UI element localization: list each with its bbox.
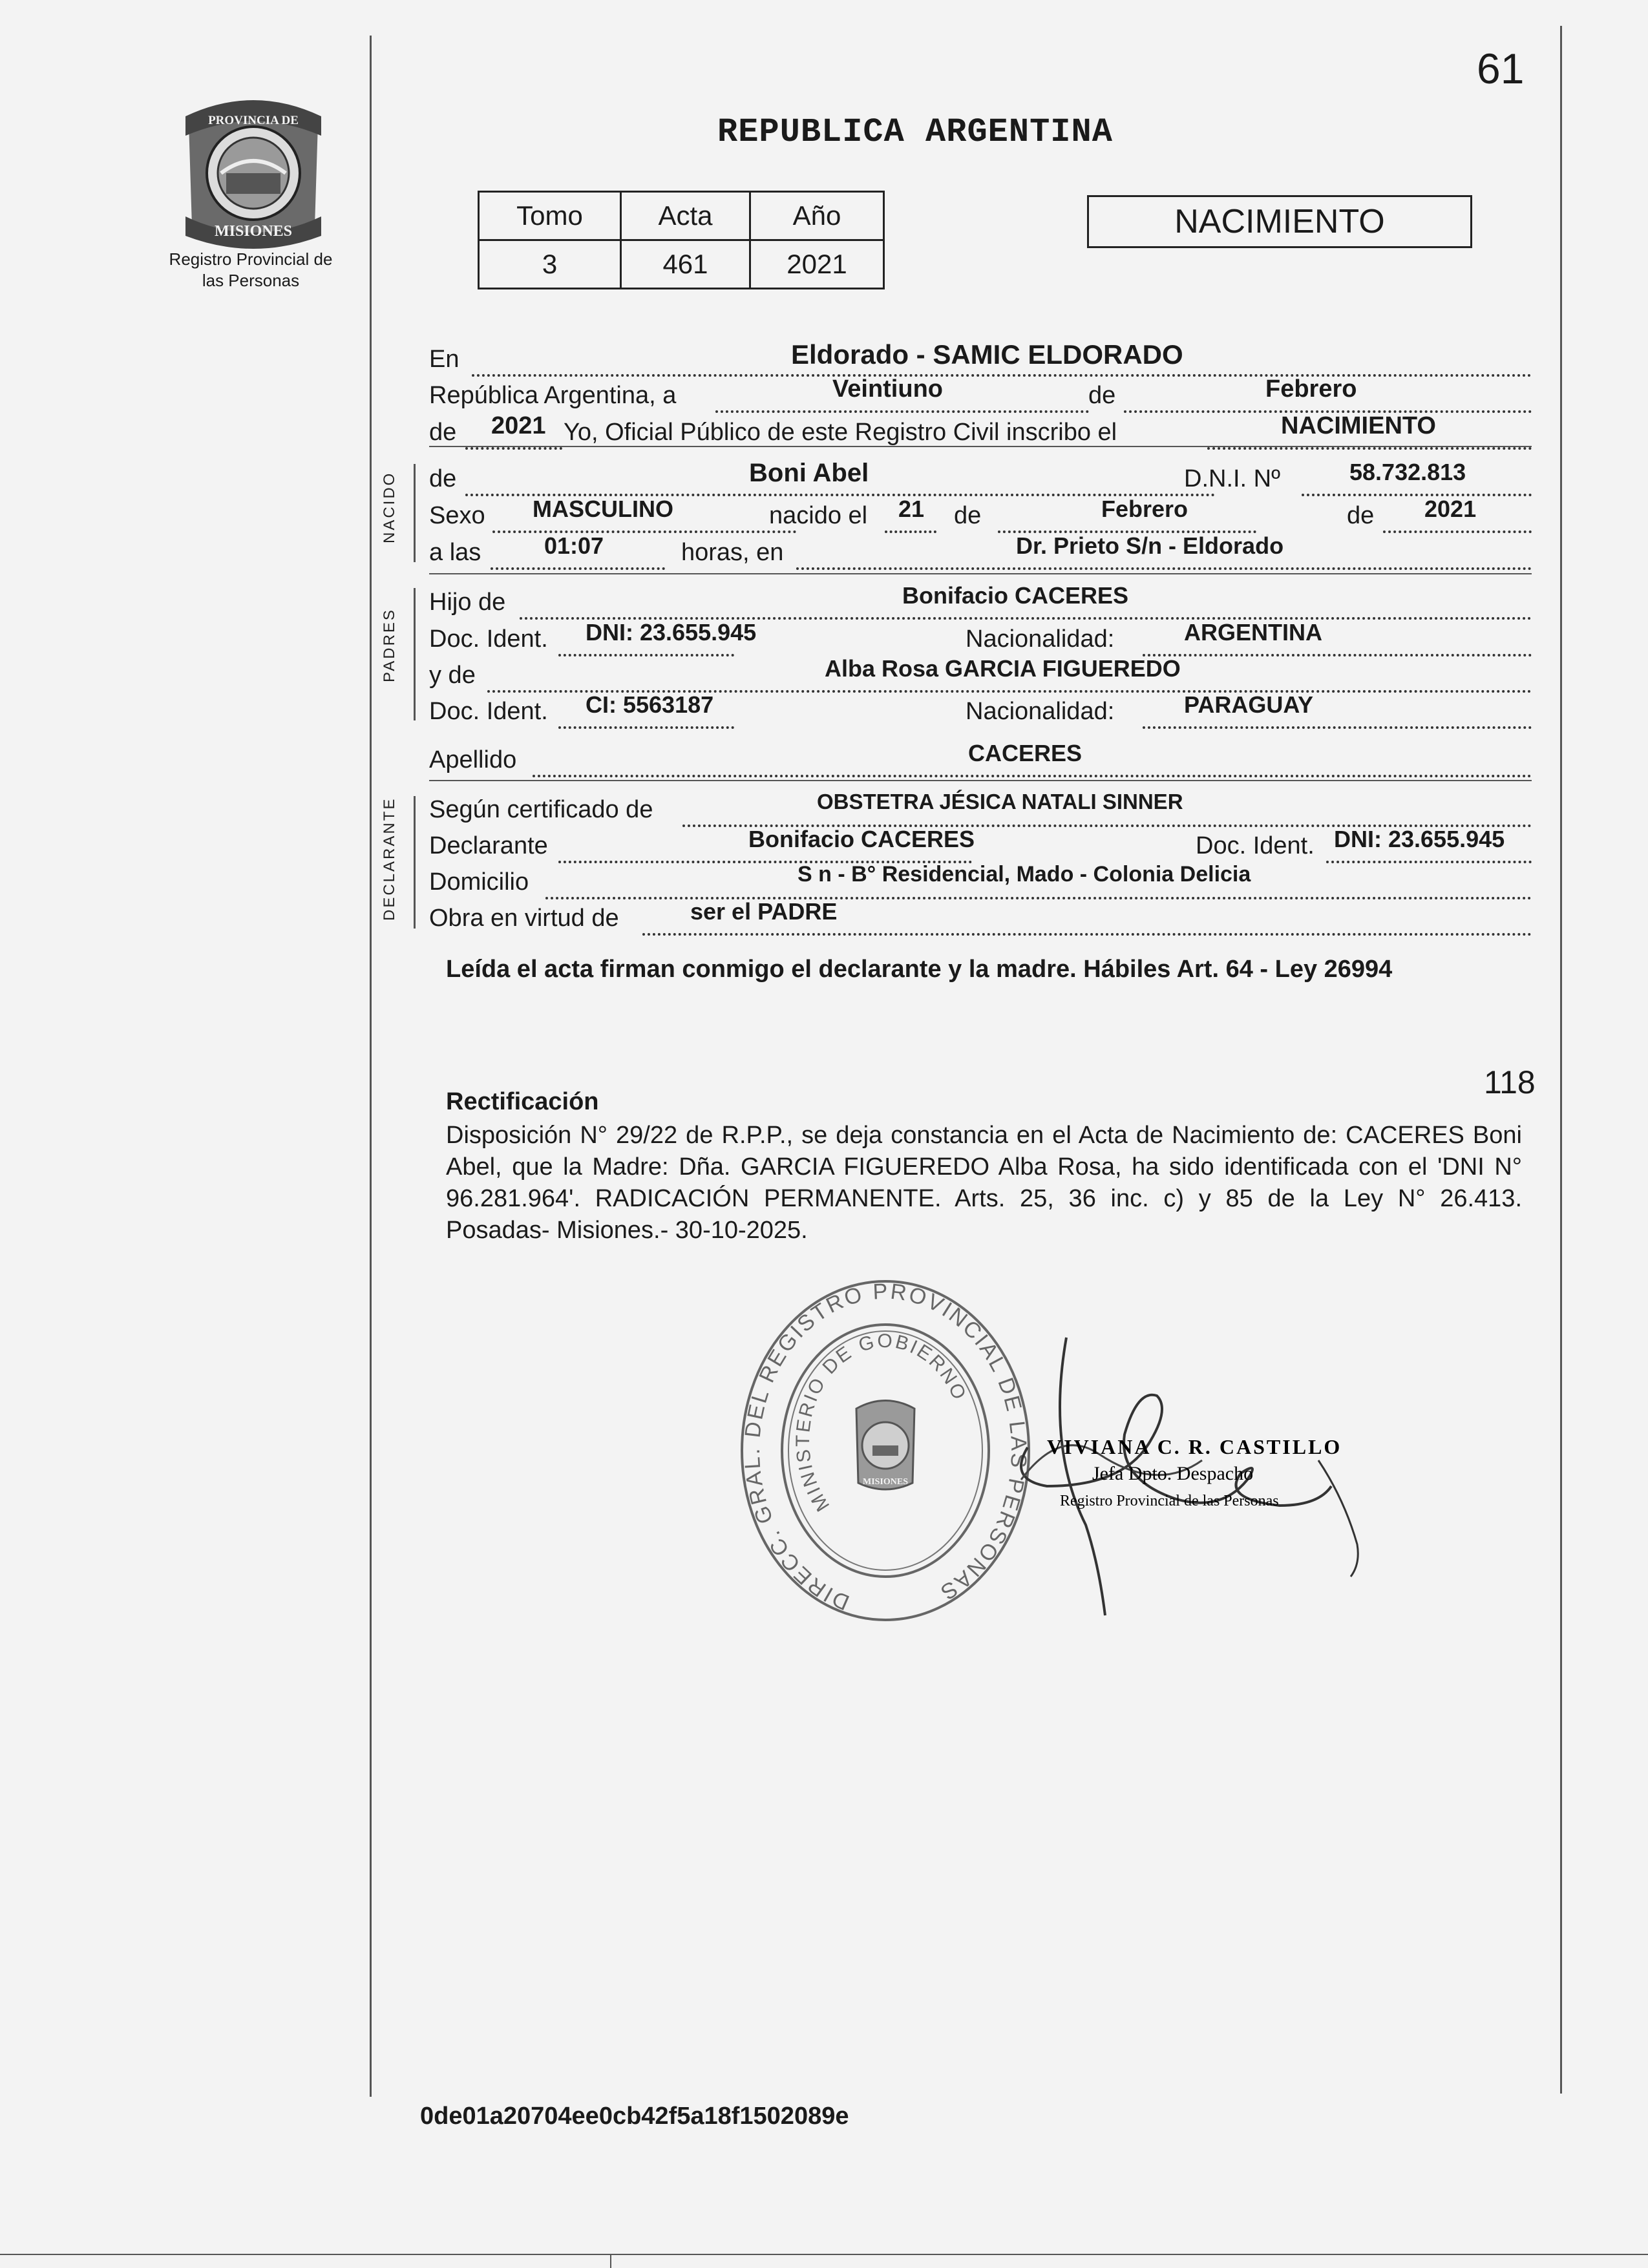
label-de-year: de <box>429 419 457 446</box>
signature-role: Jefa Dpto. Despacho <box>1092 1463 1254 1484</box>
document-hash: 0de01a20704ee0cb42f5a18f1502089e <box>420 2103 849 2130</box>
margin-number: 118 <box>1484 1064 1536 1100</box>
label-doc-ident-declarant: Doc. Ident. <box>1196 832 1315 859</box>
intro-separator <box>429 446 1532 447</box>
bottom-tick <box>610 2255 611 2268</box>
value-father-doc: DNI: 23.655.945 <box>586 619 757 646</box>
value-address: S n - B° Residencial, Mado - Colonia Delicia <box>798 862 1251 887</box>
label-y-de: y de <box>429 662 476 689</box>
label-en: En <box>429 346 460 373</box>
row-nacido-time <box>429 532 1532 571</box>
left-margin-line <box>370 36 372 2097</box>
apellido-separator <box>429 780 1532 781</box>
table-header-tomo: Tomo <box>479 192 621 240</box>
row-certificado <box>429 790 1532 828</box>
table-value-tomo: 3 <box>479 240 621 289</box>
label-apellido: Apellido <box>429 746 517 773</box>
stamp-outer-text: DIRECC. GRAL. DEL REGISTRO PROVINCIAL DE LAS PERSONAS <box>739 1279 1031 1615</box>
label-de-year-2: de <box>1347 502 1375 529</box>
province-emblem-icon <box>176 97 331 249</box>
record-table <box>478 191 885 289</box>
stamp-emblem-text: MISIONES <box>862 1477 909 1487</box>
value-apellido: CACERES <box>968 740 1083 766</box>
country-title: REPUBLICA ARGENTINA <box>717 113 1113 151</box>
value-certificate: OBSTETRA JÉSICA NATALI SINNER <box>817 790 1183 814</box>
closing-statement: Leída el acta firman conmigo el declarante y la madre. Hábiles Art. 64 - Ley 26994 <box>446 956 1393 983</box>
table-header-ano: Año <box>750 192 884 240</box>
label-nacionalidad-mother: Nacionalidad: <box>966 698 1115 725</box>
value-birth-month: Febrero <box>1101 496 1188 522</box>
value-month: Febrero <box>1265 375 1357 403</box>
value-sex: MASCULINO <box>533 496 673 522</box>
label-domicilio: Domicilio <box>429 868 529 896</box>
label-certificado: Según certificado de <box>429 796 653 823</box>
emblem-top-text: PROVINCIA DE <box>208 114 299 127</box>
right-margin-line <box>1560 26 1562 2094</box>
label-nacido-el: nacido el <box>769 502 868 529</box>
section-label-declarante: DECLARANTE <box>381 797 398 921</box>
row-father <box>429 582 1532 621</box>
row-domicilio <box>429 862 1532 901</box>
value-child-name: Boni Abel <box>749 459 869 487</box>
registry-name: Registro Provincial de las Personas <box>169 249 333 290</box>
label-de: de <box>1088 382 1116 409</box>
value-place: Eldorado - SAMIC ELDORADO <box>791 339 1183 370</box>
label-declarante: Declarante <box>429 832 548 859</box>
label-obra: Obra en virtud de <box>429 905 619 932</box>
official-text: Yo, Oficial Público de este Registro Civil inscribo el <box>564 419 1117 446</box>
row-place <box>429 339 1532 378</box>
value-mother-nationality: PARAGUAY <box>1184 691 1314 718</box>
section-label-nacido: NACIDO <box>381 471 398 543</box>
nacido-separator <box>429 573 1532 574</box>
value-child-dni: 58.732.813 <box>1349 459 1466 485</box>
stamp-emblem-icon <box>856 1401 914 1490</box>
value-declarant-doc: DNI: 23.655.945 <box>1334 826 1505 852</box>
value-year: 2021 <box>491 412 546 439</box>
label-horas-en: horas, en <box>681 539 784 566</box>
label-sexo: Sexo <box>429 502 485 529</box>
padres-bracket <box>414 588 416 720</box>
row-declarante <box>429 826 1532 865</box>
value-mother-name: Alba Rosa GARCIA FIGUEREDO <box>825 655 1181 682</box>
label-republica: República Argentina, a <box>429 382 677 409</box>
row-obra <box>429 898 1532 937</box>
label-doc-ident: Doc. Ident. <box>429 625 548 653</box>
signature <box>1008 1331 1370 1641</box>
label-de-month: de <box>954 502 982 529</box>
row-mother-doc <box>429 691 1532 730</box>
label-a-las: a las <box>429 539 481 566</box>
table-header-acta: Acta <box>621 192 750 240</box>
declarante-bracket <box>414 796 416 929</box>
value-declarant-name: Bonifacio CACERES <box>748 826 975 852</box>
signature-name: VIVIANA C. R. CASTILLO <box>1047 1435 1342 1458</box>
label-hijo-de: Hijo de <box>429 589 506 616</box>
value-time: 01:07 <box>544 532 604 559</box>
label-de-name: de <box>429 465 457 492</box>
official-stamp <box>737 1276 1034 1625</box>
bottom-edge-line <box>0 2254 1648 2255</box>
stamp-inner-text: MINISTERIO DE GOBIERNO <box>792 1330 971 1515</box>
rectificacion-title: Rectificación <box>446 1088 599 1115</box>
label-doc-ident-mother: Doc. Ident. <box>429 698 548 725</box>
label-nacionalidad: Nacionalidad: <box>966 625 1115 653</box>
emblem-bottom-text: MISIONES <box>214 223 293 240</box>
nacido-bracket <box>414 464 416 562</box>
section-label-padres: PADRES <box>381 608 398 682</box>
row-nacido-name <box>429 459 1532 498</box>
table-value-acta: 461 <box>621 240 750 289</box>
label-dni: D.N.I. Nº <box>1184 465 1280 492</box>
value-father-name: Bonifacio CACERES <box>902 582 1129 609</box>
row-date <box>429 375 1532 414</box>
value-father-nationality: ARGENTINA <box>1184 619 1322 646</box>
rectificacion-body: Disposición N° 29/22 de R.P.P., se deja constancia en el Acta de Nacimiento de: CACERES Boni Abel, que la Madre: Dña. GARCIA FIGUEREDO Alba Rosa, ha sido identificada con el 'DNI N° 96.281.964'. RADICACIÓN PERMANENTE. Arts. 25, 36 inc. c) y 85 de la Ley N° 26.413. Posadas- Misiones.- 30-10-2025. <box>446 1122 1522 1244</box>
row-nacido-sex <box>429 496 1532 534</box>
value-birth-place: Dr. Prieto S/n - Eldorado <box>1016 532 1284 559</box>
row-apellido <box>429 740 1532 779</box>
value-event: NACIMIENTO <box>1281 412 1436 439</box>
signature-office: Registro Provincial de las Personas <box>1060 1493 1279 1509</box>
table-value-ano: 2021 <box>750 240 884 289</box>
row-mother <box>429 655 1532 694</box>
value-birth-year: 2021 <box>1424 496 1477 522</box>
value-mother-doc: CI: 5563187 <box>586 691 714 718</box>
record-type-box: NACIMIENTO <box>1087 195 1472 248</box>
value-reason: ser el PADRE <box>690 898 838 925</box>
row-father-doc <box>429 619 1532 658</box>
value-day-words: Veintiuno <box>832 375 943 403</box>
value-birth-day: 21 <box>898 496 925 522</box>
page-number: 61 <box>1477 45 1525 92</box>
